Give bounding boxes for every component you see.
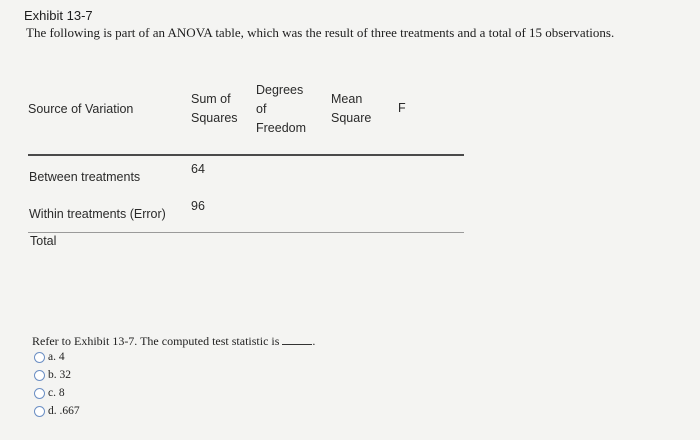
row-within-ss: 96	[191, 199, 205, 213]
header-f: F	[398, 101, 406, 115]
option-b[interactable]	[34, 369, 71, 381]
radio-icon[interactable]	[34, 352, 45, 363]
header-ms-line1: Mean	[331, 92, 363, 106]
header-source-of-variation: Source of Variation	[28, 102, 134, 116]
total-divider	[28, 232, 464, 233]
radio-icon[interactable]	[34, 406, 45, 417]
header-mean-square	[331, 90, 371, 128]
row-total-source: Total	[30, 234, 57, 248]
header-df-line2: of	[256, 102, 267, 116]
row-between-ss: 64	[191, 162, 205, 176]
option-d[interactable]	[34, 405, 80, 417]
answer-blank	[282, 334, 312, 345]
radio-icon[interactable]	[34, 370, 45, 381]
exhibit-intro: The following is part of an ANOVA table, which was the result of three treatments and a total of 15 observations.	[26, 25, 615, 40]
option-b-label: b. 32	[48, 369, 71, 381]
header-ss-line1: Sum of	[191, 92, 231, 106]
option-a[interactable]	[34, 351, 65, 363]
option-d-label: d. .667	[48, 405, 80, 417]
option-c[interactable]	[34, 387, 65, 399]
header-df-line3: Freedom	[256, 121, 307, 135]
header-degrees-of-freedom	[256, 81, 306, 138]
question-text: Refer to Exhibit 13-7. The computed test statistic is	[32, 334, 280, 348]
radio-icon[interactable]	[34, 388, 45, 399]
question-prompt: Refer to Exhibit 13-7. The computed test statistic is .	[32, 334, 316, 348]
header-divider	[28, 154, 464, 156]
option-c-label: c. 8	[48, 387, 65, 399]
header-df-line1: Degrees	[256, 83, 304, 97]
header-ss-line2: Squares	[191, 111, 238, 125]
row-within-source: Within treatments (Error)	[29, 207, 166, 221]
header-ms-line2: Square	[331, 111, 372, 125]
row-between-source: Between treatments	[29, 170, 141, 184]
header-sum-of-squares	[191, 90, 238, 128]
exhibit-title: Exhibit 13-7	[24, 8, 93, 23]
option-a-label: a. 4	[48, 351, 65, 363]
